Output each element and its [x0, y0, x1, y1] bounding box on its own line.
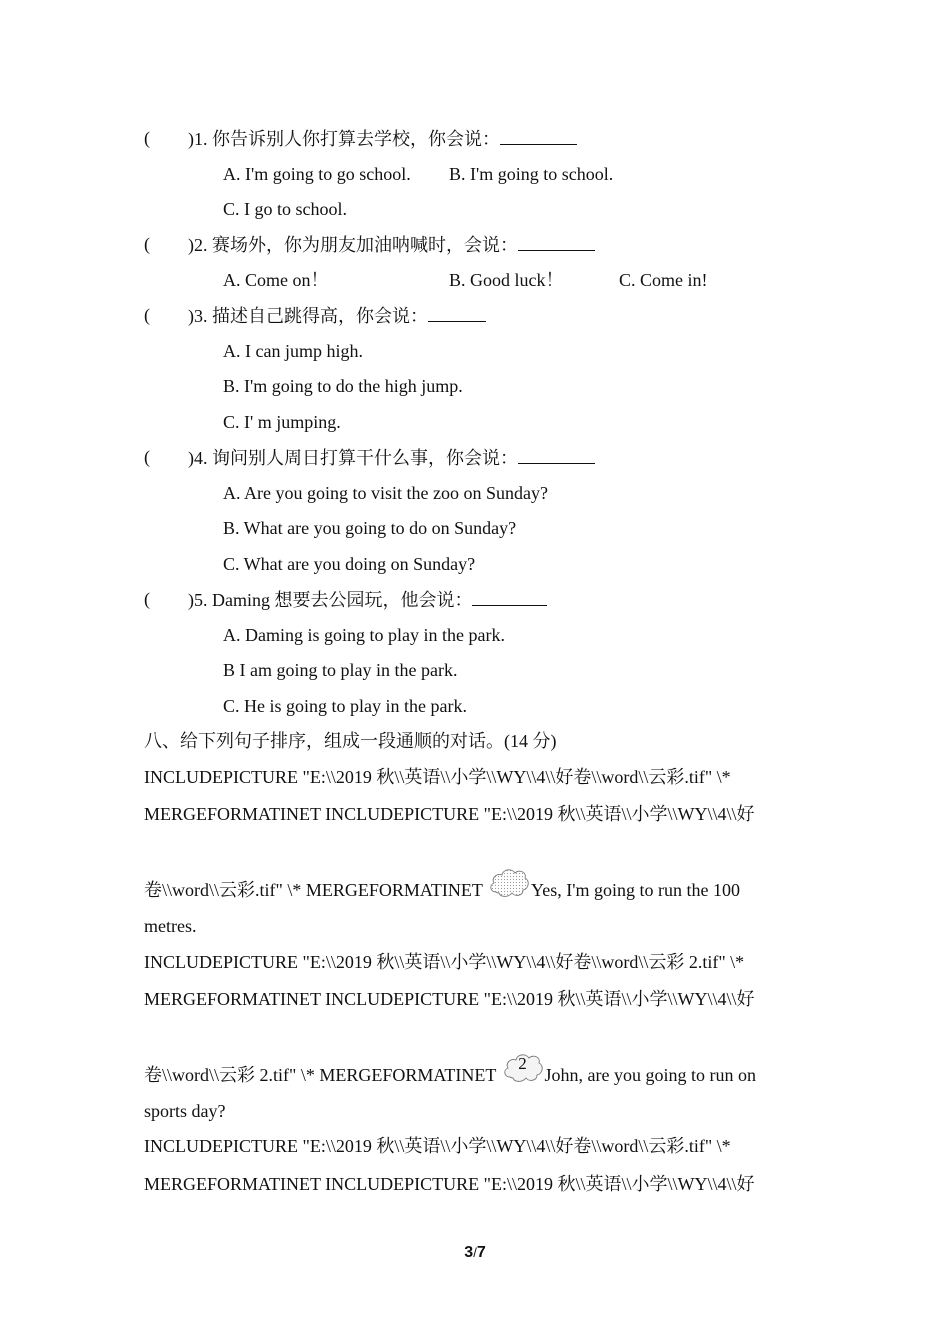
dialogue-text: Yes, I'm going to run the 100 — [531, 880, 740, 900]
field-code-line: INCLUDEPICTURE "E:\\2019 秋\\英语\\小学\\WY\\4\\好卷\\word\\云彩.tif" \* — [144, 1136, 731, 1156]
field-code-line: MERGEFORMATINET INCLUDEPICTURE "E:\\2019 秋\\英语\\小学\\WY\\4\\好 — [144, 1174, 755, 1194]
answer-blank — [500, 127, 577, 145]
answer-blank — [518, 446, 595, 464]
field-code-line: MERGEFORMATINET INCLUDEPICTURE "E:\\2019 秋\\英语\\小学\\WY\\4\\好 — [144, 989, 755, 1009]
question-text — [188, 233, 595, 256]
answer-paren: ( — [144, 589, 150, 609]
field-code-line: INCLUDEPICTURE "E:\\2019 秋\\英语\\小学\\WY\\4\\好卷\\word\\云彩.tif" \* — [144, 767, 731, 787]
cloud-number-icon — [502, 1051, 544, 1090]
question-2-option-c: C. Come in! — [619, 270, 708, 290]
answer-paren: ( — [144, 447, 150, 467]
answer-blank — [472, 588, 547, 606]
dialogue-line-2 — [144, 1051, 756, 1090]
page-number — [0, 1244, 950, 1262]
cloud-number: 2 — [518, 1054, 527, 1073]
answer-paren: ( — [144, 234, 150, 254]
answer-paren: ( — [144, 305, 150, 325]
dialogue-line-continued: sports day? — [144, 1101, 226, 1121]
question-2-option-b: B. Good luck！ — [449, 270, 564, 290]
dialogue-line-continued: metres. — [144, 916, 197, 936]
question-text — [188, 127, 577, 150]
question-prompt: )1. 你告诉别人你打算去学校，你会说： — [188, 129, 500, 149]
dialogue-text: John, are you going to run on — [544, 1065, 757, 1085]
question-prompt: )2. 赛场外，你为朋友加油呐喊时，会说： — [188, 235, 518, 255]
question-prompt: )5. Daming 想要去公园玩，他会说： — [188, 590, 473, 610]
question-4-option-c: C. What are you doing on Sunday? — [223, 554, 476, 574]
question-5-option-a: A. Daming is going to play in the park. — [223, 625, 505, 645]
dialogue-line-1 — [144, 866, 740, 905]
question-4-option-b: B. What are you going to do on Sunday? — [223, 518, 517, 538]
question-3-option-b: B. I'm going to do the high jump. — [223, 376, 463, 396]
question-1-option-c: C. I go to school. — [223, 199, 347, 219]
question-text — [188, 446, 595, 469]
total-pages: 7 — [476, 1244, 486, 1261]
answer-blank — [428, 304, 486, 322]
field-code-text: 卷\\word\\云彩 2.tif" \* MERGEFORMATINET — [144, 1065, 501, 1085]
question-5-option-c: C. He is going to play in the park. — [223, 696, 467, 716]
question-3-option-a: A. I can jump high. — [223, 341, 363, 361]
field-code-line: MERGEFORMATINET INCLUDEPICTURE "E:\\2019 秋\\英语\\小学\\WY\\4\\好 — [144, 804, 755, 824]
question-1-option-b: B. I'm going to school. — [449, 164, 614, 184]
question-text — [188, 304, 486, 327]
question-5-option-b: B I am going to play in the park. — [223, 660, 458, 680]
field-code-text: 卷\\word\\云彩.tif" \* MERGEFORMATINET — [144, 880, 488, 900]
page-separator: / — [473, 1245, 477, 1260]
answer-blank — [518, 233, 595, 251]
answer-paren: ( — [144, 128, 150, 148]
field-code-line: INCLUDEPICTURE "E:\\2019 秋\\英语\\小学\\WY\\4\\好卷\\word\\云彩 2.tif" \* — [144, 952, 745, 972]
question-prompt: )3. 描述自己跳得高，你会说： — [188, 306, 428, 326]
cloud-number-icon — [488, 866, 530, 905]
question-2-option-a: A. Come on！ — [223, 270, 329, 290]
question-1-option-a: A. I'm going to go school. — [223, 164, 411, 184]
current-page: 3 — [464, 1244, 474, 1261]
section-8-heading: 八、给下列句子排序，组成一段通顺的对话。(14 分) — [144, 731, 557, 751]
question-3-option-c: C. I' m jumping. — [223, 412, 341, 432]
question-4-option-a: A. Are you going to visit the zoo on Sunday? — [223, 483, 548, 503]
question-prompt: )4. 询问别人周日打算干什么事，你会说： — [188, 448, 518, 468]
question-text — [188, 588, 547, 611]
